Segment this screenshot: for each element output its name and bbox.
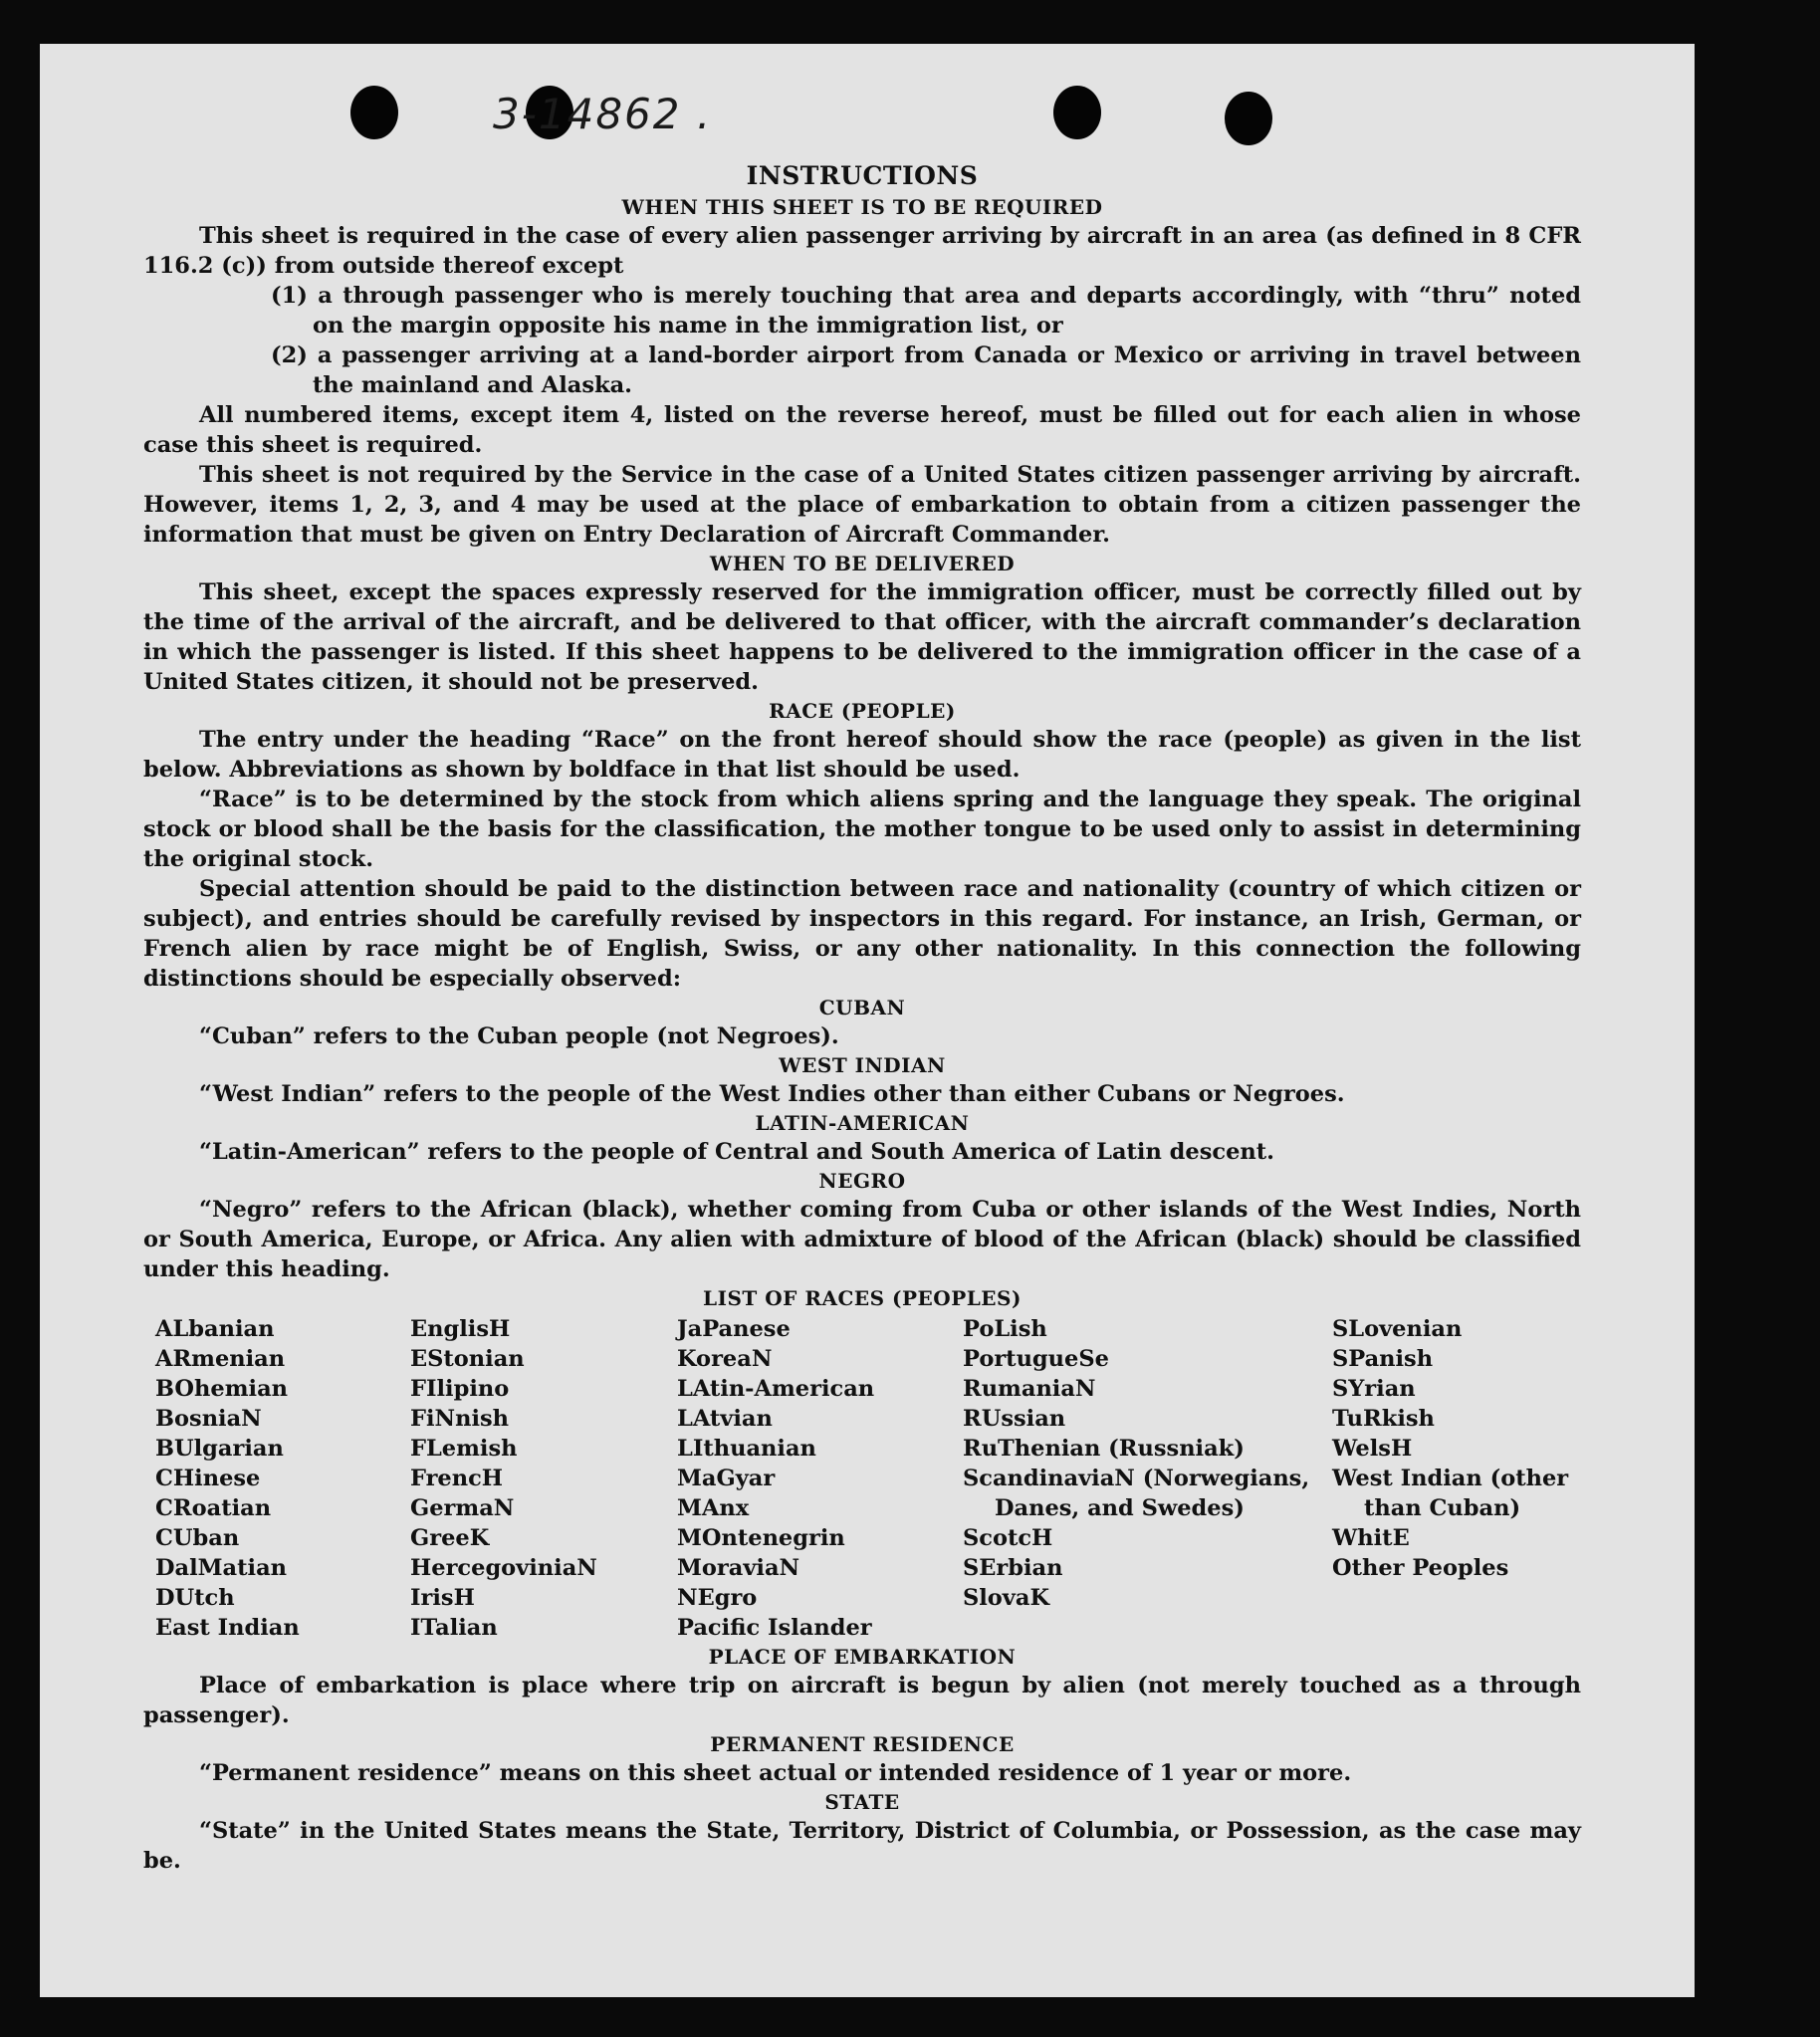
- races-column: [963, 1314, 1332, 1643]
- section-heading: WHEN THIS SHEET IS TO BE REQUIRED: [621, 195, 1103, 219]
- race-entry: FIlipino: [410, 1376, 510, 1402]
- paragraph: “Race” is to be determined by the stock from which aliens spring and the language they speak. The original stock or blood shall be the basis for the classification, the mother tongue to be used only to assist in determining the original stock.: [143, 787, 1581, 872]
- paragraph: Place of embarkation is place where trip on aircraft is begun by alien (not merely touched as a through passenger).: [143, 1673, 1581, 1728]
- race-entry: West Indian (other than Cuban): [1332, 1466, 1569, 1521]
- races-column: [155, 1314, 410, 1643]
- race-entry: RuThenian (Russniak): [963, 1436, 1245, 1462]
- punch-hole: [1225, 92, 1272, 145]
- paragraph: This sheet, except the spaces expressly reserved for the immigration officer, must be correctly filled out by the time of the arrival of the aircraft, and be delivered to that officer, with the aircraft commander’s declaration in which the passenger is listed. If this sheet happens to be delivered to the immigration officer in the case of a United States citizen, it should not be preserved.: [143, 579, 1581, 695]
- race-entry: BUlgarian: [155, 1436, 284, 1462]
- race-entry: Pacific Islander: [677, 1615, 872, 1641]
- paragraph: “State” in the United States means the State, Territory, District of Columbia, or Possession, as the case may be.: [143, 1818, 1581, 1874]
- punch-hole: [1053, 86, 1101, 139]
- list-item: (2) a passenger arriving at a land-border airport from Canada or Mexico or arriving in travel between the mainland and Alaska.: [271, 342, 1581, 398]
- section-heading: CUBAN: [818, 996, 906, 1019]
- race-entry: SYrian: [1332, 1376, 1416, 1402]
- document-page: [40, 44, 1695, 1997]
- section-heading: LIST OF RACES (PEOPLES): [703, 1286, 1022, 1310]
- race-entry: LAtin-American: [677, 1376, 875, 1402]
- race-entry: EStonian: [410, 1346, 525, 1372]
- race-entry: SPanish: [1332, 1346, 1434, 1372]
- race-entry: ScandinaviaN (Norwegians, Danes, and Swedes): [963, 1466, 1310, 1521]
- race-entry: CHinese: [155, 1466, 261, 1491]
- race-entry: DUtch: [155, 1585, 235, 1611]
- paragraph: This sheet is required in the case of every alien passenger arriving by aircraft in an area (as defined in 8 CFR 116.2 (c)) from outside thereof except: [143, 223, 1581, 279]
- race-entry: CUban: [155, 1525, 240, 1551]
- race-entry: ALbanian: [155, 1316, 275, 1342]
- section-heading: NEGRO: [818, 1169, 906, 1193]
- race-entry: SlovaK: [963, 1585, 1050, 1611]
- paragraph: “Cuban” refers to the Cuban people (not Negroes).: [199, 1023, 839, 1049]
- section-heading: PERMANENT RESIDENCE: [710, 1732, 1015, 1756]
- races-column: [410, 1314, 677, 1643]
- race-entry: HercegoviniaN: [410, 1555, 597, 1581]
- paragraph: Special attention should be paid to the distinction between race and nationality (country of which citizen or subject), and entries should be carefully revised by inspectors in this regard. For instance, an Irish, German, or French alien by race might be of English, Swiss, or any other nationality. In this connection the following distinctions should be especially observed:: [143, 876, 1581, 992]
- paragraph: “Negro” refers to the African (black), whether coming from Cuba or other islands of the West Indies, North or South America, Europe, or Africa. Any alien with admixture of blood of the African (black) should be classified under this heading.: [143, 1197, 1581, 1282]
- race-entry: EnglisH: [410, 1316, 511, 1342]
- races-column: [677, 1314, 963, 1643]
- race-entry: FLemish: [410, 1436, 518, 1462]
- paragraph: This sheet is not required by the Service in the case of a United States citizen passenger arriving by aircraft. However, items 1, 2, 3, and 4 may be used at the place of embarkation to obtain from a citizen passenger the information that must be given on Entry Declaration of Aircraft Commander.: [143, 462, 1581, 548]
- race-entry: RUssian: [963, 1406, 1066, 1432]
- race-entry: LAtvian: [677, 1406, 773, 1432]
- races-column: [1332, 1314, 1593, 1643]
- punch-hole: [350, 86, 398, 139]
- race-entry: FiNnish: [410, 1406, 510, 1432]
- race-entry: Other Peoples: [1332, 1555, 1509, 1581]
- race-entry: MAnx: [677, 1495, 750, 1521]
- race-entry: SErbian: [963, 1555, 1063, 1581]
- race-entry: MoraviaN: [677, 1555, 800, 1581]
- section-heading: PLACE OF EMBARKATION: [708, 1645, 1017, 1669]
- paragraph: “Permanent residence” means on this sheet actual or intended residence of 1 year or more.: [199, 1760, 1352, 1786]
- race-entry: SLovenian: [1332, 1316, 1463, 1342]
- section-heading: LATIN-AMERICAN: [755, 1111, 970, 1135]
- race-entry: East Indian: [155, 1615, 300, 1641]
- section-heading: WEST INDIAN: [779, 1053, 946, 1077]
- race-entry: DalMatian: [155, 1555, 288, 1581]
- race-entry: GermaN: [410, 1495, 515, 1521]
- section-heading: WHEN TO BE DELIVERED: [709, 552, 1016, 575]
- race-entry: GreeK: [410, 1525, 490, 1551]
- race-entry: MaGyar: [677, 1466, 776, 1491]
- race-entry: NEgro: [677, 1585, 758, 1611]
- race-entry: BOhemian: [155, 1376, 289, 1402]
- paragraph: The entry under the heading “Race” on the front hereof should show the race (people) as given in the list below. Abbreviations as shown by boldface in that list should be used.: [143, 727, 1581, 783]
- race-entry: CRoatian: [155, 1495, 272, 1521]
- race-entry: ScotcH: [963, 1525, 1053, 1551]
- race-entry: WhitE: [1332, 1525, 1410, 1551]
- race-entry: JaPanese: [677, 1316, 791, 1342]
- race-entry: FrencH: [410, 1466, 504, 1491]
- race-entry: PoLish: [963, 1316, 1047, 1342]
- race-entry: MOntenegrin: [677, 1525, 845, 1551]
- race-entry: RumaniaN: [963, 1376, 1096, 1402]
- races-list: [143, 1314, 1581, 1643]
- race-entry: ARmenian: [155, 1346, 286, 1372]
- paragraph: “West Indian” refers to the people of the West Indies other than either Cubans or Negroes.: [199, 1081, 1345, 1107]
- race-entry: ITalian: [410, 1615, 498, 1641]
- race-entry: TuRkish: [1332, 1406, 1435, 1432]
- race-entry: PortugueSe: [963, 1346, 1109, 1372]
- race-entry: IrisH: [410, 1585, 475, 1611]
- paragraph: All numbered items, except item 4, listed on the reverse hereof, must be filled out for each alien in whose case this sheet is required.: [143, 402, 1581, 458]
- race-entry: KoreaN: [677, 1346, 773, 1372]
- paragraph: “Latin-American” refers to the people of Central and South America of Latin descent.: [199, 1139, 1274, 1165]
- document-body: [143, 159, 1581, 1876]
- race-entry: LIthuanian: [677, 1436, 816, 1462]
- section-heading: RACE (PEOPLE): [769, 699, 956, 723]
- list-item: (1) a through passenger who is merely touching that area and departs accordingly, with “thru” noted on the margin opposite his name in the immigration list, or: [271, 283, 1581, 339]
- handwritten-number: 3-14862 .: [493, 90, 713, 138]
- race-entry: WelsH: [1332, 1436, 1413, 1462]
- page-title: INSTRUCTIONS: [746, 161, 979, 190]
- race-entry: BosniaN: [155, 1406, 262, 1432]
- section-heading: STATE: [824, 1790, 900, 1814]
